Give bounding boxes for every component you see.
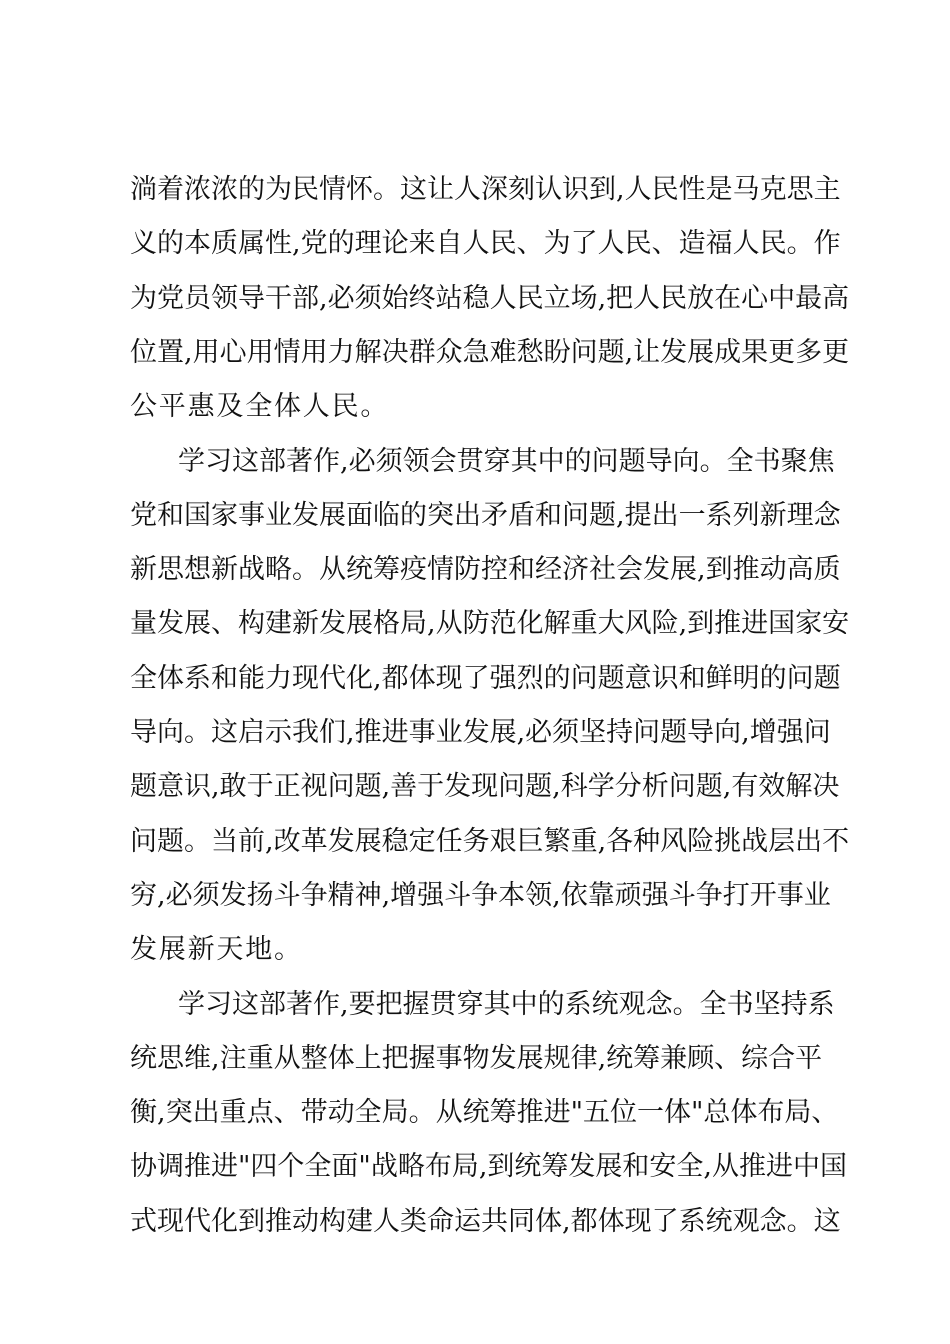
paragraph-line: 为党员领导干部,必须始终站稳人民立场,把人民放在心中最高 (130, 282, 850, 314)
paragraph-line: 发展新天地。 (130, 934, 303, 966)
paragraph-line: 量发展、构建新发展格局,从防范化解重大风险,到推进国家安 (130, 608, 850, 640)
paragraph-first-line: 学习这部著作,要把握贯穿其中的系统观念。全书坚持系 (178, 988, 835, 1020)
paragraph-line: 衡,突出重点、带动全局。从统筹推进"五位一体"总体布局、 (130, 1097, 839, 1129)
paragraph-line: 导向。这启示我们,推进事业发展,必须坚持问题导向,增强问 (130, 717, 831, 748)
paragraph-line: 统思维,注重从整体上把握事物发展规律,统筹兼顾、综合平 (130, 1042, 823, 1074)
paragraph-line: 新思想新战略。从统筹疫情防控和经济社会发展,到推动高质 (130, 554, 841, 586)
paragraph-line: 协调推进"四个全面"战略布局,到统筹发展和安全,从推进中国 (130, 1151, 848, 1183)
paragraph-line: 全体系和能力现代化,都体现了强烈的问题意识和鲜明的问题 (130, 662, 841, 694)
paragraph-line: 穷,必须发扬斗争精神,增强斗争本领,依靠顽强斗争打开事业 (130, 879, 831, 911)
paragraph-line: 题意识,敢于正视问题,善于发现问题,科学分析问题,有效解决 (130, 771, 840, 803)
paragraph-line: 淌着浓浓的为民情怀。这让人深刻认识到,人民性是马克思主 (130, 174, 841, 205)
paragraph-line: 问题。当前,改革发展稳定任务艰巨繁重,各种风险挑战层出不 (130, 825, 850, 857)
paragraph-line: 党和国家事业发展面临的突出矛盾和问题,提出一系列新理念 (130, 499, 841, 531)
paragraph-line: 公平惠及全体人民。 (130, 391, 390, 423)
paragraph-first-line: 学习这部著作,必须领会贯穿其中的问题导向。全书聚焦 (178, 445, 835, 477)
paragraph-line: 式现代化到推动构建人类命运共同体,都体现了系统观念。这 (130, 1205, 841, 1237)
paragraph-line: 义的本质属性,党的理论来自人民、为了人民、造福人民。作 (130, 228, 841, 260)
paragraph-line: 位置,用心用情用力解决群众急难愁盼问题,让发展成果更多更 (130, 336, 850, 368)
